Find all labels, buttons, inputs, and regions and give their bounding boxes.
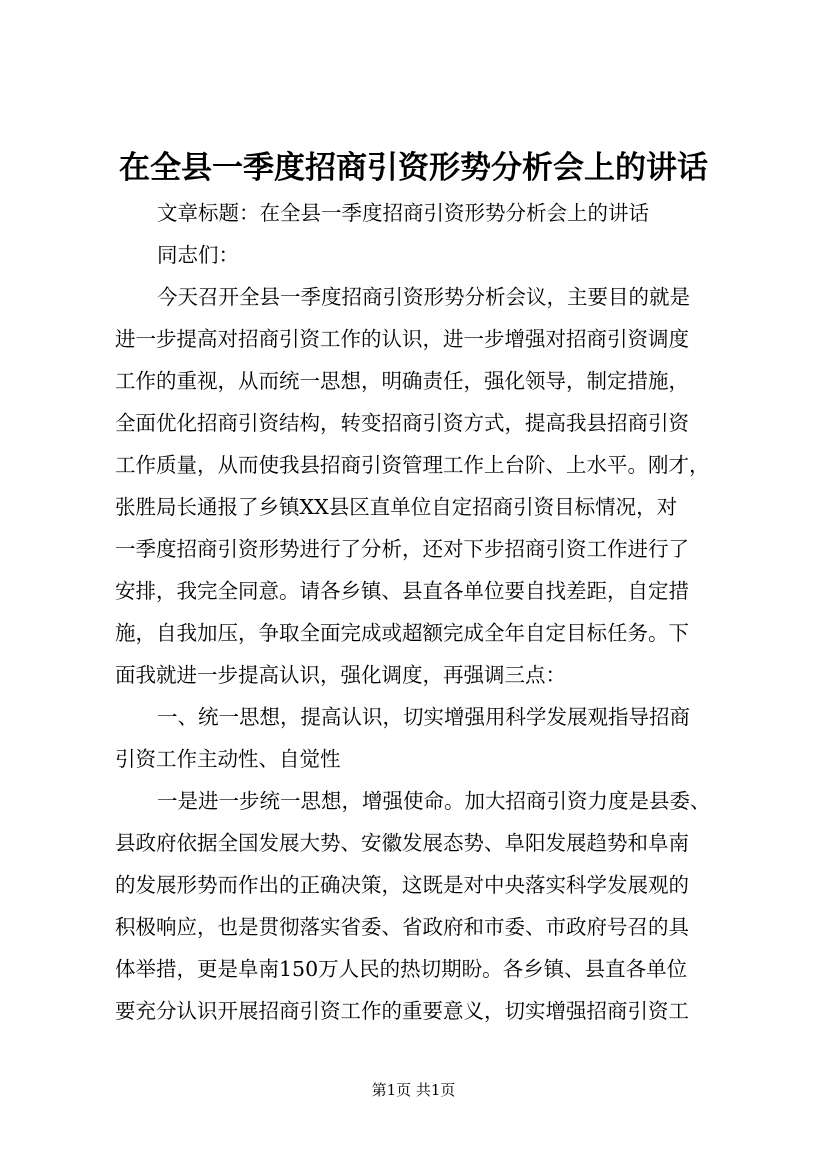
paragraph-line: 要充分认识开展招商引资工作的重要意义，切实增强招商引资工 bbox=[115, 999, 689, 1023]
salutation-line: 同志们： bbox=[157, 243, 239, 267]
paragraph-line: 张胜局长通报了乡镇XX县区直单位自定招商引资目标情况，对 bbox=[115, 495, 678, 519]
document-title: 在全县一季度招商引资形势分析会上的讲话 bbox=[119, 150, 708, 186]
paragraph-line: 体举措，更是阜南150万人民的热切期盼。各乡镇、县直各单位 bbox=[115, 957, 688, 981]
paragraph-line: 全面优化招商引资结构，转变招商引资方式，提高我县招商引资 bbox=[115, 411, 689, 435]
article-title-line: 文章标题：在全县一季度招商引资形势分析会上的讲话 bbox=[157, 201, 649, 225]
paragraph-line: 安排，我完全同意。请各乡镇、县直各单位要自找差距，自定措 bbox=[115, 579, 689, 603]
paragraph-line: 施，自我加压，争取全面完成或超额完成全年自定目标任务。下 bbox=[115, 621, 689, 645]
page-number: 第1页 共1页 bbox=[371, 1081, 456, 1099]
section-heading-line: 一、统一思想，提高认识，切实增强用科学发展观指导招商 bbox=[157, 705, 690, 729]
paragraph-line: 的发展形势而作出的正确决策，这既是对中央落实科学发展观的 bbox=[115, 873, 689, 897]
paragraph-line: 面我就进一步提高认识，强化调度，再强调三点： bbox=[115, 663, 566, 687]
paragraph-line: 一是进一步统一思想，增强使命。加大招商引资力度是县委、 bbox=[157, 789, 711, 813]
paragraph-line: 积极响应，也是贯彻落实省委、省政府和市委、市政府号召的具 bbox=[115, 915, 689, 939]
paragraph-line: 一季度招商引资形势进行了分析，还对下步招商引资工作进行了 bbox=[115, 537, 689, 561]
paragraph-line: 县政府依据全国发展大势、安徽发展态势、阜阳发展趋势和阜南 bbox=[115, 831, 689, 855]
section-heading-line: 引资工作主动性、自觉性 bbox=[115, 747, 341, 771]
paragraph-line: 工作的重视，从而统一思想，明确责任，强化领导，制定措施， bbox=[115, 369, 689, 393]
paragraph-line: 今天召开全县一季度招商引资形势分析会议，主要目的就是 bbox=[157, 285, 690, 309]
paragraph-line: 工作质量，从而使我县招商引资管理工作上台阶、上水平。刚才， bbox=[115, 453, 710, 477]
paragraph-line: 进一步提高对招商引资工作的认识，进一步增强对招商引资调度 bbox=[115, 327, 689, 351]
